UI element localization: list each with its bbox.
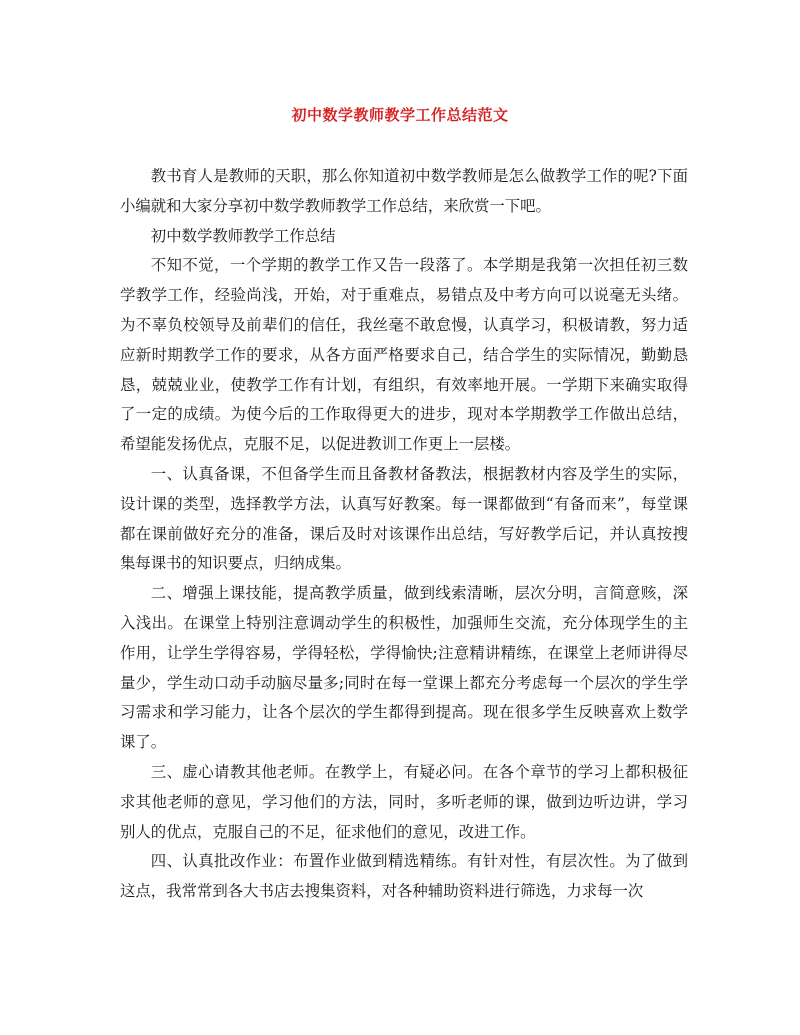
point-four-paragraph: 四、认真批改作业：布置作业做到精选精练。有针对性，有层次性。为了做到这点，我常常到各大书店去搜集资料，对各种辅助资料进行筛选，力求每一次 bbox=[120, 852, 688, 901]
summary-paragraph: 不知不觉，一个学期的教学工作又告一段落了。本学期是我第一次担任初三数学教学工作，经验尚浅，开始，对于重难点，易错点及中考方向可以说毫无头绪。为不辜负校领导及前辈们的信任，我丝毫不敢怠慢，认真学习，积极请教，努力适应新时期教学工作的要求，从各方面严格要求自己，结合学生的实际情况，勤勤恳恳，兢兢业业，使教学工作有计划，有组织，有效率地开展。一学期下来确实取得了一定的成绩。为使今后的工作取得更大的进步，现对本学期教学工作做出总结，希望能发扬优点，克服不足，以促进教训工作更上一层楼。 bbox=[120, 256, 688, 454]
section-heading: 初中数学教师教学工作总结 bbox=[150, 226, 336, 245]
intro-paragraph: 教书育人是教师的天职，那么你知道初中数学教师是怎么做教学工作的呢?下面小编就和大家分享初中数学教师教学工作总结，来欣赏一下吧。 bbox=[120, 167, 688, 215]
point-two-paragraph: 二、增强上课技能，提高教学质量，做到线索清晰，层次分明，言简意赅，深入浅出。在课堂上特别注意调动学生的积极性，加强师生交流，充分体现学生的主作用，让学生学得容易，学得轻松，学得愉快;注意精讲精练，在课堂上老师讲得尽量少，学生动口动手动脑尽量多;同时在每一堂课上都充分考虑每一个层次的学生学习需求和学习能力，让各个层次的学生都得到提高。现在很多学生反映喜欢上数学课了。 bbox=[120, 584, 688, 752]
point-three-paragraph: 三、虚心请教其他老师。在教学上，有疑必问。在各个章节的学习上都积极征求其他老师的意见，学习他们的方法，同时，多听老师的课，做到边听边讲，学习别人的优点，克服自己的不足，征求他们的意见，改进工作。 bbox=[120, 762, 688, 841]
document-body bbox=[120, 162, 688, 907]
point-one-paragraph: 一、认真备课，不但备学生而且备教材备教法，根据教材内容及学生的实际，设计课的类型，选择教学方法，认真写好教案。每一课都做到“有备而来”，每堂课都在课前做好充分的准备，课后及时对该课作出总结，写好教学后记，并认真按搜集每课书的知识要点，归纳成集。 bbox=[120, 464, 688, 573]
document-title: 初中数学教师教学工作总结范文 bbox=[291, 106, 509, 124]
